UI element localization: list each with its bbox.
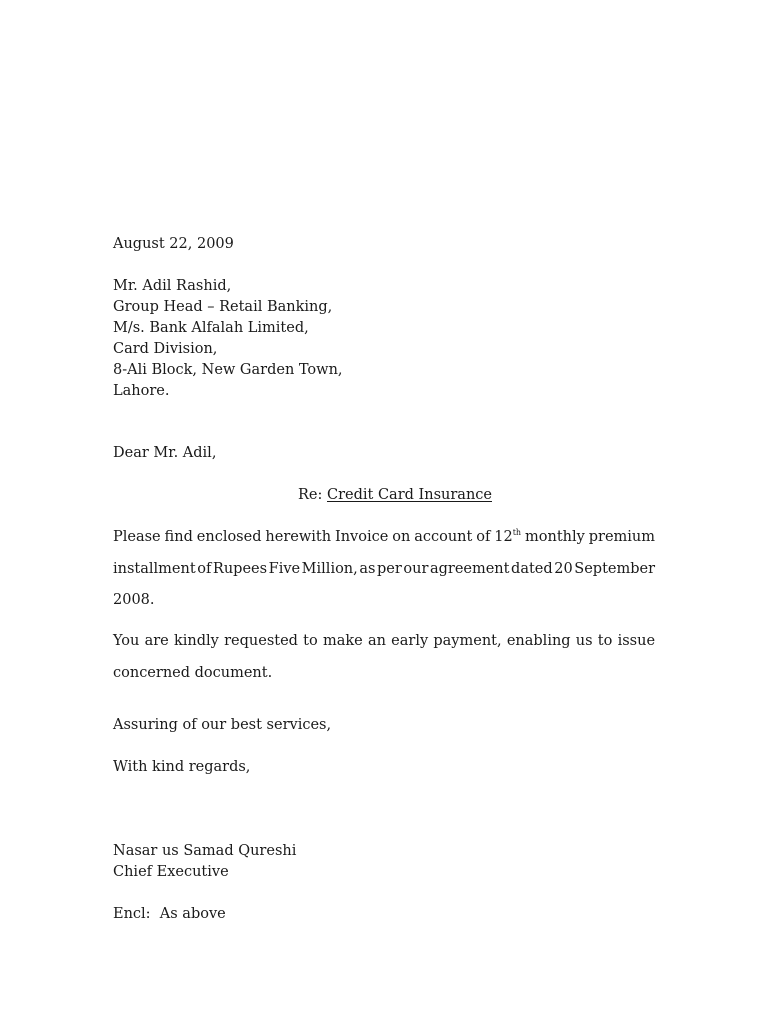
paragraph-line: installment of Rupees Five Million, as per our agreement dated 20 September (113, 560, 656, 577)
letter-date: August 22, 2009 (113, 236, 234, 252)
paragraph-line: 2008. (113, 592, 155, 608)
salutation: Dear Mr. Adil, (113, 445, 217, 461)
letter-page (113, 0, 655, 1024)
paragraph-payment (113, 631, 655, 683)
closing-regards: With kind regards, (113, 759, 251, 775)
subject-line (298, 485, 492, 505)
paragraph-line: concerned document. (113, 664, 273, 681)
ordinal-suffix: th (512, 528, 522, 537)
address-line: Mr. Adil Rashid, (113, 278, 232, 294)
paragraph-invoice (113, 527, 655, 610)
signatory-title: Chief Executive (113, 864, 229, 880)
closing-assurance: Assuring of our best services, (113, 717, 332, 733)
enclosure-note: Encl: As above (113, 906, 226, 922)
address-line: Card Division, (113, 341, 218, 357)
paragraph-line: Please find enclosed herewith Invoice on account of 12th monthly premium (113, 528, 656, 545)
subject-prefix: Re: (298, 487, 327, 503)
paragraph-line: You are kindly requested to make an early payment, enabling us to issue (113, 633, 656, 649)
address-line: Group Head – Retail Banking, (113, 299, 333, 315)
address-line: Lahore. (113, 383, 170, 399)
signatory-name: Nasar us Samad Qureshi (113, 843, 297, 859)
address-line: M/s. Bank Alfalah Limited, (113, 320, 309, 336)
address-line: 8-Ali Block, New Garden Town, (113, 362, 343, 378)
subject-text: Credit Card Insurance (327, 487, 492, 503)
